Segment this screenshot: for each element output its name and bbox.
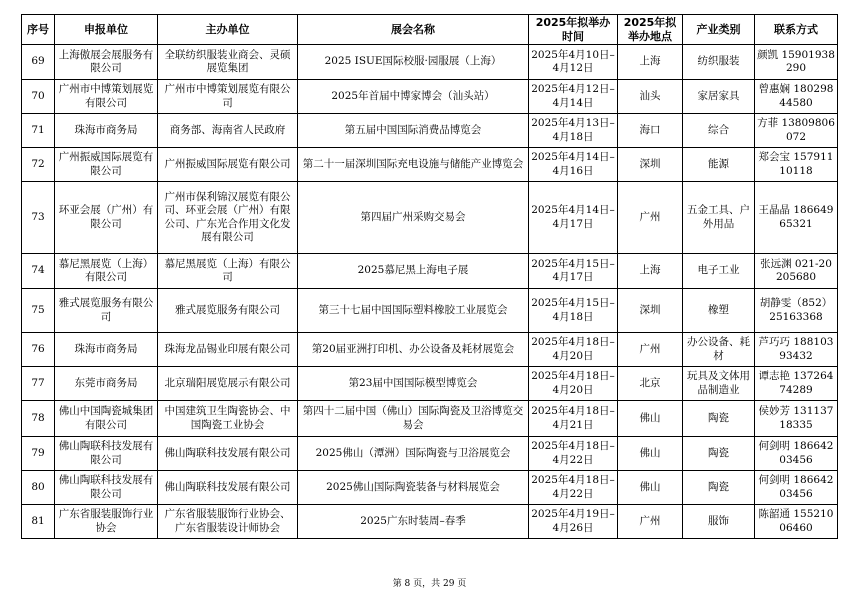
page-footer: 第 8 页，共 29 页: [392, 579, 467, 589]
table-row: [22, 182, 838, 254]
cell-applicant: 东莞市商务局: [55, 367, 158, 401]
table-row: [22, 254, 838, 289]
cell-no: 78: [22, 401, 55, 437]
cell-time: 2025年4月10日–4月12日: [529, 45, 618, 80]
cell-place: 上海: [618, 254, 683, 289]
cell-time: 2025年4月15日–4月17日: [529, 254, 618, 289]
header-cell: 联系方式: [755, 15, 838, 45]
exhibition-table: [21, 14, 838, 539]
cell-category: 电子工业: [683, 254, 755, 289]
cell-place: 北京: [618, 367, 683, 401]
cell-category: 五金工具、户外用品: [683, 182, 755, 254]
cell-applicant: 慕尼黑展览（上海）有限公司: [55, 254, 158, 289]
cell-time: 2025年4月18日–4月21日: [529, 401, 618, 437]
table-row: [22, 471, 838, 505]
cell-contact: 颜凯 15901938290: [755, 45, 838, 80]
cell-contact: 郑会宝 15791110118: [755, 148, 838, 182]
cell-contact: 张远渊 021-20205680: [755, 254, 838, 289]
cell-category: 能源: [683, 148, 755, 182]
cell-name: 第23届中国国际模型博览会: [298, 367, 529, 401]
cell-name: 第五届中国国际消费品博览会: [298, 114, 529, 148]
cell-contact: 胡静雯（852）25163368: [755, 289, 838, 333]
table-row: [22, 80, 838, 114]
cell-organizer: 北京瑞阳展览展示有限公司: [158, 367, 298, 401]
cell-time: 2025年4月15日–4月18日: [529, 289, 618, 333]
table-row: [22, 45, 838, 80]
cell-organizer: 雅式展览服务有限公司: [158, 289, 298, 333]
header-cell: 2025年拟举办地点: [618, 15, 683, 45]
header-row: [22, 15, 838, 45]
cell-place: 汕头: [618, 80, 683, 114]
cell-category: 陶瓷: [683, 437, 755, 471]
table-row: [22, 114, 838, 148]
cell-category: 服饰: [683, 505, 755, 539]
cell-contact: 王晶晶 18664965321: [755, 182, 838, 254]
cell-contact: 陈韶通 15521006460: [755, 505, 838, 539]
cell-place: 上海: [618, 45, 683, 80]
cell-name: 2025广东时装周–春季: [298, 505, 529, 539]
cell-contact: 何剑明 18664203456: [755, 437, 838, 471]
cell-name: 第二十一届深圳国际充电设施与储能产业博览会: [298, 148, 529, 182]
cell-place: 深圳: [618, 289, 683, 333]
cell-name: 第三十七届中国国际塑料橡胶工业展览会: [298, 289, 529, 333]
cell-no: 77: [22, 367, 55, 401]
cell-name: 第20届亚洲打印机、办公设备及耗材展览会: [298, 333, 529, 367]
cell-no: 80: [22, 471, 55, 505]
cell-organizer: 广州振威国际展览有限公司: [158, 148, 298, 182]
cell-place: 海口: [618, 114, 683, 148]
header-cell: 展会名称: [298, 15, 529, 45]
cell-time: 2025年4月18日–4月22日: [529, 437, 618, 471]
table-row: [22, 289, 838, 333]
cell-contact: 谭志艳 13726474289: [755, 367, 838, 401]
header-cell: 产业类别: [683, 15, 755, 45]
cell-contact: 何剑明 18664203456: [755, 471, 838, 505]
cell-applicant: 上海傲展会展服务有限公司: [55, 45, 158, 80]
cell-contact: 芦巧巧 18810393432: [755, 333, 838, 367]
cell-time: 2025年4月18日–4月22日: [529, 471, 618, 505]
cell-applicant: 佛山中国陶瓷城集团有限公司: [55, 401, 158, 437]
cell-category: 纺织服装: [683, 45, 755, 80]
cell-time: 2025年4月14日–4月17日: [529, 182, 618, 254]
cell-organizer: 全联纺织服装业商会、灵硕展览集团: [158, 45, 298, 80]
table-row: [22, 333, 838, 367]
cell-place: 佛山: [618, 401, 683, 437]
cell-category: 橡塑: [683, 289, 755, 333]
table-row: [22, 437, 838, 471]
cell-organizer: 佛山陶联科技发展有限公司: [158, 437, 298, 471]
cell-name: 第四十二届中国（佛山）国际陶瓷及卫浴博览交易会: [298, 401, 529, 437]
table-row: [22, 367, 838, 401]
cell-no: 72: [22, 148, 55, 182]
cell-organizer: 中国建筑卫生陶瓷协会、中国陶瓷工业协会: [158, 401, 298, 437]
table-row: [22, 401, 838, 437]
cell-contact: 侯妙芳 13113718335: [755, 401, 838, 437]
cell-no: 69: [22, 45, 55, 80]
cell-time: 2025年4月14日–4月16日: [529, 148, 618, 182]
cell-category: 综合: [683, 114, 755, 148]
cell-organizer: 广州市中博策划展览有限公司: [158, 80, 298, 114]
cell-category: 办公设备、耗材: [683, 333, 755, 367]
cell-category: 陶瓷: [683, 401, 755, 437]
cell-applicant: 佛山陶联科技发展有限公司: [55, 471, 158, 505]
cell-organizer: 慕尼黑展览（上海）有限公司: [158, 254, 298, 289]
cell-category: 陶瓷: [683, 471, 755, 505]
cell-name: 2025年首届中博家博会（汕头站）: [298, 80, 529, 114]
cell-applicant: 环亚会展（广州）有限公司: [55, 182, 158, 254]
cell-time: 2025年4月19日–4月26日: [529, 505, 618, 539]
cell-name: 2025 ISUE国际校服·园服展（上海）: [298, 45, 529, 80]
cell-organizer: 广州市保利锦汉展览有限公司、环亚会展（广州）有限公司、广东光合作用文化发展有限公司: [158, 182, 298, 254]
cell-name: 2025佛山（潭洲）国际陶瓷与卫浴展览会: [298, 437, 529, 471]
cell-applicant: 广州市中博策划展览有限公司: [55, 80, 158, 114]
cell-no: 73: [22, 182, 55, 254]
cell-contact: 曾惠娴 18029844580: [755, 80, 838, 114]
table-row: [22, 148, 838, 182]
cell-no: 70: [22, 80, 55, 114]
header-cell: 申报单位: [55, 15, 158, 45]
cell-applicant: 珠海市商务局: [55, 333, 158, 367]
cell-applicant: 雅式展览服务有限公司: [55, 289, 158, 333]
cell-applicant: 广东省服装服饰行业协会: [55, 505, 158, 539]
header-cell: 2025年拟举办时间: [529, 15, 618, 45]
cell-organizer: 商务部、海南省人民政府: [158, 114, 298, 148]
cell-place: 广州: [618, 333, 683, 367]
cell-name: 2025慕尼黑上海电子展: [298, 254, 529, 289]
cell-place: 佛山: [618, 437, 683, 471]
cell-contact: 方菲 13809806072: [755, 114, 838, 148]
cell-time: 2025年4月12日–4月14日: [529, 80, 618, 114]
cell-time: 2025年4月13日–4月18日: [529, 114, 618, 148]
cell-organizer: 广东省服装服饰行业协会、广东省服装设计师协会: [158, 505, 298, 539]
header-cell: 主办单位: [158, 15, 298, 45]
cell-organizer: 珠海龙品锡业印展有限公司: [158, 333, 298, 367]
table-row: [22, 505, 838, 539]
cell-place: 广州: [618, 182, 683, 254]
cell-no: 76: [22, 333, 55, 367]
cell-category: 家居家具: [683, 80, 755, 114]
cell-place: 深圳: [618, 148, 683, 182]
cell-no: 75: [22, 289, 55, 333]
cell-name: 第四届广州采购交易会: [298, 182, 529, 254]
cell-name: 2025佛山国际陶瓷装备与材料展览会: [298, 471, 529, 505]
cell-time: 2025年4月18日–4月20日: [529, 333, 618, 367]
cell-no: 79: [22, 437, 55, 471]
cell-category: 玩具及文体用品制造业: [683, 367, 755, 401]
cell-applicant: 佛山陶联科技发展有限公司: [55, 437, 158, 471]
cell-applicant: 广州振威国际展览有限公司: [55, 148, 158, 182]
header-cell: 序号: [22, 15, 55, 45]
cell-applicant: 珠海市商务局: [55, 114, 158, 148]
cell-organizer: 佛山陶联科技发展有限公司: [158, 471, 298, 505]
cell-no: 74: [22, 254, 55, 289]
cell-time: 2025年4月18日–4月20日: [529, 367, 618, 401]
cell-no: 81: [22, 505, 55, 539]
cell-no: 71: [22, 114, 55, 148]
cell-place: 佛山: [618, 471, 683, 505]
cell-place: 广州: [618, 505, 683, 539]
